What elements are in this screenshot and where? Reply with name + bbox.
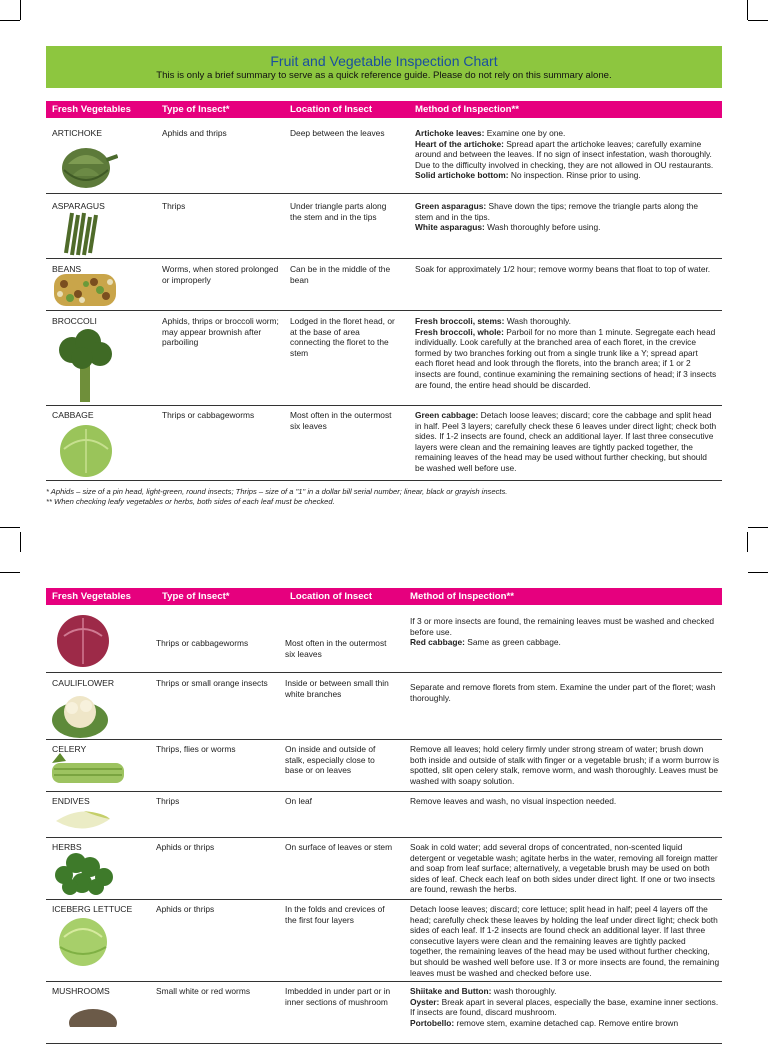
- method-paragraph: [415, 316, 717, 327]
- vegetable-name: ASPARAGUS: [52, 201, 105, 211]
- method-text: Break apart in several places, especially the base, examine inner sections. If insects are found, discard mushroom.: [410, 996, 719, 1018]
- inspection-method: [415, 264, 717, 275]
- header-location: Location of Insect: [290, 104, 373, 115]
- insect-type: Thrips: [156, 796, 180, 806]
- method-text: Remove all leaves; hold celery firmly under strong stream of water; brush down both inside and outside of stalk with finger or a vegetable brush; if a worm burrow is spotted, slit open celery stalk, remove worm, and wash thoroughly. Leaves must be washed with soapy solution.: [410, 744, 720, 786]
- insect-location: On surface of leaves or stem: [285, 842, 393, 852]
- insect-location: On leaf: [285, 796, 313, 806]
- method-text: Wash thoroughly.: [504, 316, 571, 326]
- inspection-method: [415, 201, 717, 233]
- inspection-method: [410, 744, 720, 786]
- vegetable-name: CABBAGE: [52, 410, 94, 420]
- insect-type: Aphids or thrips: [156, 842, 215, 852]
- insect-location: Lodged in the floret head, or at the base of area connecting the floret to the stem: [290, 316, 395, 358]
- table-row: [46, 122, 722, 194]
- method-text: Remove leaves and wash, no visual inspection needed.: [410, 796, 617, 806]
- red-cabbage-icon: [54, 614, 112, 671]
- insect-location: Can be in the middle of the bean: [290, 264, 391, 285]
- insect-location: On inside and outside of stalk, especially close to base or on leaves: [285, 744, 376, 776]
- method-label: Red cabbage:: [410, 637, 465, 648]
- vegetable-name: BEANS: [52, 264, 82, 274]
- method-paragraph: [410, 616, 720, 637]
- header-fresh-vegetables: Fresh Vegetables: [52, 591, 131, 602]
- inspection-method: [410, 616, 720, 648]
- insect-location: Imbedded in under part or in inner sections of mushroom: [285, 986, 391, 1007]
- insect-type: Thrips or cabbageworms: [156, 638, 249, 648]
- crop-mark: [0, 572, 20, 573]
- table-row: [46, 839, 722, 900]
- inspection-method: [410, 904, 720, 978]
- method-label: White asparagus:: [415, 222, 485, 233]
- vegetable-name: HERBS: [52, 842, 82, 852]
- vegetable-name: ENDIVES: [52, 796, 90, 806]
- inspection-method: [410, 986, 720, 1028]
- crop-mark: [748, 20, 768, 21]
- method-text: Parboil for no more than 1 minute. Segregate each head individually. Look carefully at the branched area of each floret, in the crevice formed by two branches forking out from a single trunk like a Y; spread apart each floret head and look through the florets, into the branch area; if 1 or 2 insects are found, continue examining the remaining sections of head; if 3 insects are found, the entire head should be discarded.: [415, 326, 717, 390]
- table-row: [46, 606, 722, 673]
- vegetable-name: CAULIFLOWER: [52, 678, 115, 688]
- table-row: [46, 312, 722, 406]
- insect-type: Thrips, flies or worms: [156, 744, 236, 754]
- insect-type: Thrips or cabbageworms: [162, 410, 255, 420]
- crop-mark: [748, 572, 768, 573]
- table-row: [46, 195, 722, 259]
- insect-type: Thrips or small orange insects: [156, 678, 268, 688]
- footnote: * Aphids – size of a pin head, light-green, round insects; Thrips – size of a "1" in a dollar bill serial number; linear, black or grayish insects.: [46, 487, 508, 496]
- insect-type: Aphids, thrips or broccoli worm; may appear brownish after parboiling: [162, 316, 279, 348]
- insect-type: Worms, when stored prolonged or improperly: [162, 264, 279, 285]
- method-paragraph: [410, 986, 720, 997]
- inspection-method: [415, 128, 717, 181]
- insect-location: Deep between the leaves: [290, 128, 385, 138]
- method-text: Detach loose leaves; discard; core the cabbage and split head in half. Peel 3 layers; carefully check these 6 leaves under direct light; check both sides. If 1-2 insects are found, check an additional layer. If last three consecutive layers were clean and the remaining leaves are tightly packed together, the remaining leaves of the head may be used without further checking, but should be washed well before use.: [415, 410, 717, 473]
- insect-location: Inside or between small thin white branches: [285, 678, 389, 699]
- method-text: remove stem, examine detached cap. Remove entire brown: [454, 1017, 679, 1028]
- header-method: Method of Inspection**: [410, 591, 514, 602]
- method-paragraph: [415, 128, 717, 139]
- crop-mark: [0, 20, 20, 21]
- method-label: Heart of the artichoke:: [415, 138, 504, 149]
- asparagus-icon: [58, 209, 103, 260]
- cauliflower-icon: [52, 690, 108, 741]
- method-paragraph: [415, 327, 717, 391]
- inspection-method: [410, 842, 720, 895]
- insect-type: Thrips: [162, 201, 186, 211]
- table-row: [46, 793, 722, 838]
- crop-mark: [20, 532, 21, 552]
- lettuce-icon: [54, 917, 112, 970]
- method-paragraph: [415, 264, 717, 275]
- header-type-of-insect: Type of Insect*: [162, 104, 230, 115]
- method-text: If 3 or more insects are found, the remaining leaves must be washed and checked before use.: [410, 616, 714, 637]
- method-text: Detach loose leaves; discard; core lettuce; split head in half; peel 4 layers off the head; carefully check these leaves by holding the leaf under direct light; check both sides of each leaf. If 1-2 insects are found check an additional layer. If last three consecutive layers were clean and the remaining leaves are tightly packed together, the remaining leaves of the head may be used without further checking, but should be washed well before use. If 3 or more insects are found, the remaining leaves must be washed and checked before use.: [410, 904, 720, 978]
- method-text: Soak in cold water; add several drops of concentrated, non-scented liquid detergent or vegetable wash; agitate herbs in the water, removing all foreign matter and soap from leaf surface; alternatively, a vegetable brush may be used on both sides of leaf. Check each leaf on both sides under direct light. If one or two insects are found, rewash the herbs.: [410, 842, 718, 895]
- insect-type: Aphids or thrips: [156, 904, 215, 914]
- method-paragraph: [415, 170, 717, 181]
- beans-icon: [54, 270, 116, 311]
- page-title: Fruit and Vegetable Inspection Chart: [270, 53, 498, 69]
- method-text: Separate and remove florets from stem. Examine the under part of the floret; wash thoroughly.: [410, 682, 716, 703]
- crop-mark: [0, 527, 20, 528]
- vegetable-name: BROCCOLI: [52, 316, 97, 326]
- page-subtitle: This is only a brief summary to serve as a quick reference guide. Please do not rely on this summary alone.: [156, 70, 612, 81]
- method-paragraph: [410, 796, 720, 807]
- method-label: Portobello:: [410, 1017, 455, 1028]
- insect-location: Most often in the outermost six leaves: [285, 638, 387, 659]
- method-text: Wash thoroughly before using.: [484, 222, 601, 233]
- table-header: [46, 101, 722, 118]
- inspection-method: [415, 410, 717, 474]
- crop-mark: [747, 532, 748, 552]
- method-paragraph: [410, 682, 720, 703]
- footnotes: [46, 487, 507, 506]
- method-label: Artichoke leaves:: [415, 128, 485, 138]
- method-label: Green cabbage:: [415, 410, 479, 420]
- header-type-of-insect: Type of Insect*: [162, 591, 230, 602]
- mushroom-icon: [68, 1007, 118, 1030]
- inspection-method: [410, 796, 720, 807]
- footnote: ** When checking leafy vegetables or herbs, both sides of each leaf must be checked.: [46, 496, 335, 506]
- table-row: [46, 260, 722, 311]
- header-location: Location of Insect: [290, 591, 373, 602]
- method-paragraph: [415, 410, 717, 474]
- method-label: Oyster:: [410, 996, 440, 1007]
- method-paragraph: [410, 904, 720, 978]
- table-row: [46, 741, 722, 792]
- title-banner: [46, 46, 722, 88]
- method-label: Fresh broccoli, stems:: [415, 316, 505, 326]
- table-header: [46, 588, 722, 605]
- insect-location: In the folds and crevices of the first four layers: [285, 904, 385, 925]
- method-paragraph: [415, 201, 717, 222]
- method-text: Same as green cabbage.: [464, 637, 561, 648]
- table-row: [46, 407, 722, 481]
- method-label: Shiitake and Button:: [410, 986, 492, 996]
- method-label: Solid artichoke bottom:: [415, 170, 509, 181]
- insect-type: Aphids and thrips: [162, 128, 227, 138]
- broccoli-icon: [56, 328, 114, 407]
- method-paragraph: [410, 997, 720, 1018]
- header-method: Method of Inspection**: [415, 104, 519, 115]
- inspection-method: [410, 682, 720, 703]
- method-text: Spread apart the artichoke leaves; carefully examine around and between the leaves. If no sign of insect infestation, wash thoroughly. Due to the difficulty involved in checking, they are not allowed in OU restaurants.: [415, 138, 714, 170]
- vegetable-name: CELERY: [52, 744, 87, 754]
- method-label: Fresh broccoli, whole:: [415, 326, 504, 337]
- table-row: [46, 983, 722, 1044]
- vegetable-name: ARTICHOKE: [52, 128, 102, 138]
- crop-mark: [748, 527, 768, 528]
- crop-mark: [20, 0, 21, 20]
- vegetable-name: MUSHROOMS: [52, 986, 110, 996]
- method-paragraph: [410, 744, 720, 786]
- cabbage-icon: [56, 425, 116, 480]
- table-row: [46, 901, 722, 982]
- method-text: Shave down the tips; remove the triangle parts along the stem and in the tips.: [415, 201, 699, 222]
- herbs-icon: [52, 845, 116, 900]
- method-paragraph: [415, 139, 717, 171]
- insect-location: Under triangle parts along the stem and in the tips: [290, 201, 387, 222]
- vegetable-name: ICEBERG LETTUCE: [52, 904, 133, 914]
- insect-location: Most often in the outermost six leaves: [290, 410, 392, 431]
- endive-icon: [54, 807, 112, 836]
- table-row: [46, 674, 722, 740]
- method-text: Soak for approximately 1/2 hour; remove wormy beans that float to top of water.: [415, 264, 711, 274]
- method-paragraph: [415, 222, 717, 233]
- artichoke-icon: [54, 142, 118, 195]
- method-label: Green asparagus:: [415, 201, 487, 211]
- insect-type: Small white or red worms: [156, 986, 251, 996]
- method-paragraph: [410, 842, 720, 895]
- inspection-method: [415, 316, 717, 390]
- celery-icon: [50, 753, 126, 790]
- crop-mark: [747, 0, 748, 20]
- header-fresh-vegetables: Fresh Vegetables: [52, 104, 131, 115]
- method-paragraph: [410, 1018, 720, 1029]
- method-paragraph: [410, 637, 720, 648]
- method-text: Examine one by one.: [484, 128, 566, 138]
- method-text: No inspection. Rinse prior to using.: [508, 170, 641, 181]
- method-text: wash thoroughly.: [491, 986, 557, 996]
